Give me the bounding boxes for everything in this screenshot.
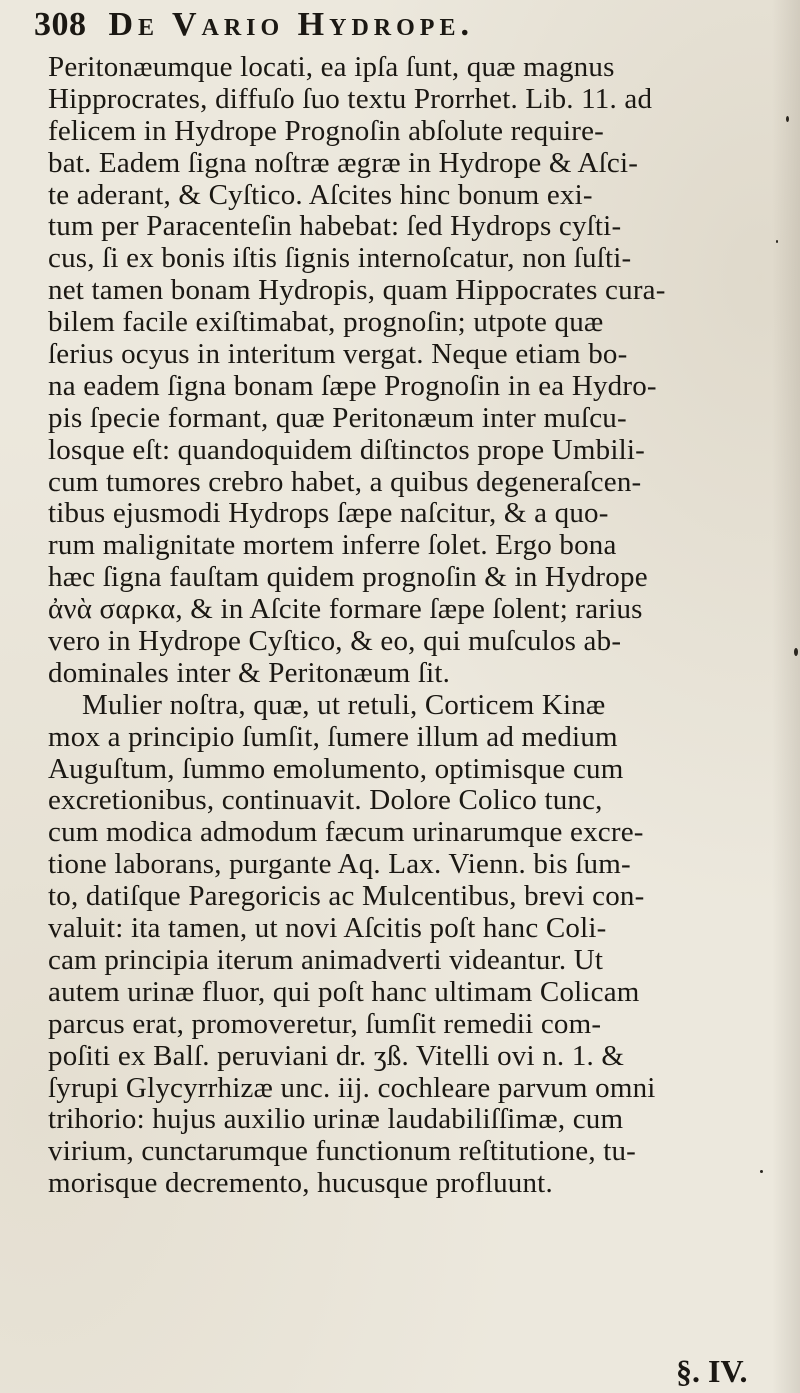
text-line: te aderant, & Cyſtico. Aſcites hinc bonum exi- [48, 178, 593, 211]
text-line: trihorio: hujus auxilio urinæ laudabiliſſimæ, cum [48, 1103, 624, 1136]
page-edge-shadow [772, 0, 800, 1393]
text-line: ἀνὰ σαρκα, & in Aſcite formare ſæpe ſolent; rarius [48, 593, 643, 626]
text-line: tum per Paracenteſin habebat: ſed Hydrops cyſti- [48, 210, 622, 243]
text-line: ſyrupi Glycyrrhizæ unc. iij. cochleare parvum omni [48, 1071, 656, 1104]
ink-speck [776, 240, 778, 243]
text-line: tione laborans, purgante Aq. Lax. Vienn. bis ſum- [48, 848, 631, 881]
ink-speck [760, 1170, 763, 1173]
text-line: dominales inter & Peritonæum ſit. [48, 656, 451, 689]
text-line: mox a principio ſumſit, ſumere illum ad medium [48, 720, 618, 753]
text-line: vero in Hydrope Cyſtico, & eo, qui muſculos ab- [48, 625, 622, 658]
text-line: cus, ſi ex bonis iſtis ſignis internoſcatur, non ſuſti- [48, 242, 632, 275]
text-line: ſerius ocyus in interitum vergat. Neque etiam bo- [48, 338, 628, 371]
ink-speck [786, 116, 789, 122]
text-line: felicem in Hydrope Prognoſin abſolute require- [48, 114, 605, 147]
running-title: De Vario Hydrope. [108, 6, 474, 43]
text-line: cum tumores crebro habet, a quibus degeneraſcen- [48, 465, 642, 498]
text-line: cam principia iterum animadverti videantur. Ut [48, 943, 604, 976]
text-line: cum modica admodum fæcum urinarumque excre- [48, 816, 644, 849]
text-line: morisque decremento, hucusque profluunt. [48, 1167, 553, 1200]
text-line: hæc ſigna fauſtam quidem prognoſin & in Hydrope [48, 561, 648, 594]
text-line: Auguſtum, ſummo emolumento, optimisque cum [48, 752, 624, 785]
body-text [48, 52, 760, 1200]
text-line: virium, cunctarumque functionum reſtitutione, tu- [48, 1135, 637, 1168]
page-header [34, 6, 474, 44]
text-line: to, datiſque Paregoricis ac Mulcentibus, brevi con- [48, 880, 645, 913]
text-line: poſiti ex Balſ. peruviani dr. ʒß. Vitelli ovi n. 1. & [48, 1039, 625, 1072]
text-line: Peritonæumque locati, ea ipſa ſunt, quæ magnus [48, 51, 615, 83]
text-line: Hipprocrates, diffuſo ſuo textu Prorrhet. Lib. 11. ad [48, 82, 653, 115]
text-line: valuit: ita tamen, ut novi Aſcitis poſt hanc Coli- [48, 912, 607, 945]
text-line: tibus ejusmodi Hydrops ſæpe naſcitur, & a quo- [48, 497, 609, 530]
text-line: parcus erat, promoveretur, ſumſit remedii com- [48, 1007, 602, 1040]
section-mark: §. IV. [676, 1353, 748, 1389]
text-line: bat. Eadem ſigna noſtræ ægræ in Hydrope & Aſci- [48, 146, 639, 179]
text-line: bilem facile exiſtimabat, prognoſin; utpote quæ [48, 306, 604, 339]
text-line: losque eſt: quandoquidem diſtinctos prope Umbili- [48, 433, 645, 466]
paragraph-start-line: Mulier noſtra, quæ, ut retuli, Corticem Kinæ [82, 688, 606, 721]
text-line: rum malignitate mortem inferre ſolet. Ergo bona [48, 529, 617, 562]
ink-speck [794, 648, 798, 656]
text-line: net tamen bonam Hydropis, quam Hippocrates cura- [48, 274, 666, 307]
text-line: pis ſpecie formant, quæ Peritonæum inter muſcu- [48, 401, 627, 434]
text-line: excretionibus, continuavit. Dolore Colico tunc, [48, 784, 603, 817]
text-line: na eadem ſigna bonam ſæpe Prognoſin in ea Hydro- [48, 369, 657, 402]
text-line: autem urinæ fluor, qui poſt hanc ultimam Colicam [48, 975, 640, 1008]
page-number: 308 [34, 6, 87, 43]
